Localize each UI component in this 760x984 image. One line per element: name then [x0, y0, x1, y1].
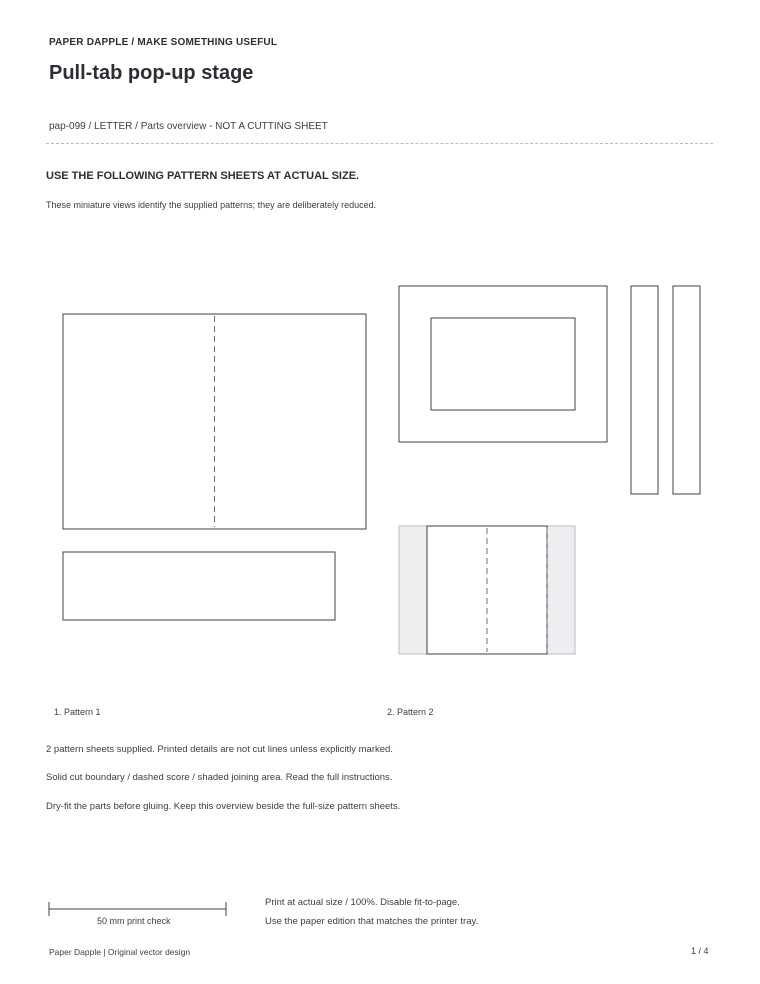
- scale-bar: [49, 902, 226, 916]
- sheets-note: 2 pattern sheets supplied. Printed details are not cut lines unless explicitly marked.: [46, 744, 393, 755]
- proscenium-frame-window: [431, 318, 575, 410]
- side-strut-left: [631, 286, 658, 494]
- glue-tab-left: [399, 526, 427, 654]
- instructions-heading: USE THE FOLLOWING PATTERN SHEETS AT ACTUAL SIZE.: [46, 170, 360, 182]
- pattern-caption-1: 1. Pattern 1: [54, 707, 101, 717]
- pattern-caption-2: 2. Pattern 2: [387, 707, 434, 717]
- side-strut-right: [673, 286, 700, 494]
- pattern-1-thumbnail: [63, 314, 366, 620]
- page-title: Pull-tab pop-up stage: [49, 62, 254, 84]
- pull-tab-strip-piece: [63, 552, 335, 620]
- brand-line: PAPER DAPPLE / MAKE SOMETHING USEFUL: [49, 37, 278, 48]
- paper-edition-note: Use the paper edition that matches the printer tray.: [265, 916, 479, 927]
- scale-bar-label: 50 mm print check: [97, 916, 171, 926]
- print-size-note: Print at actual size / 100%. Disable fit-to-page.: [265, 897, 460, 908]
- page-number: 1 / 4: [691, 946, 709, 956]
- miniature-note: These miniature views identify the supplied patterns; they are deliberately reduced.: [46, 200, 377, 210]
- proscenium-frame-outer: [399, 286, 607, 442]
- glue-tab-right: [547, 526, 575, 654]
- dry-fit-note: Dry-fit the parts before gluing. Keep this overview beside the full-size pattern sheets.: [46, 801, 401, 812]
- document-meta: pap-099 / LETTER / Parts overview - NOT A CUTTING SHEET: [49, 121, 328, 132]
- pattern-2-thumbnail: [399, 286, 700, 654]
- legend-note: Solid cut boundary / dashed score / shaded joining area. Read the full instructions.: [46, 772, 393, 783]
- footer-credit: Paper Dapple | Original vector design: [49, 947, 191, 957]
